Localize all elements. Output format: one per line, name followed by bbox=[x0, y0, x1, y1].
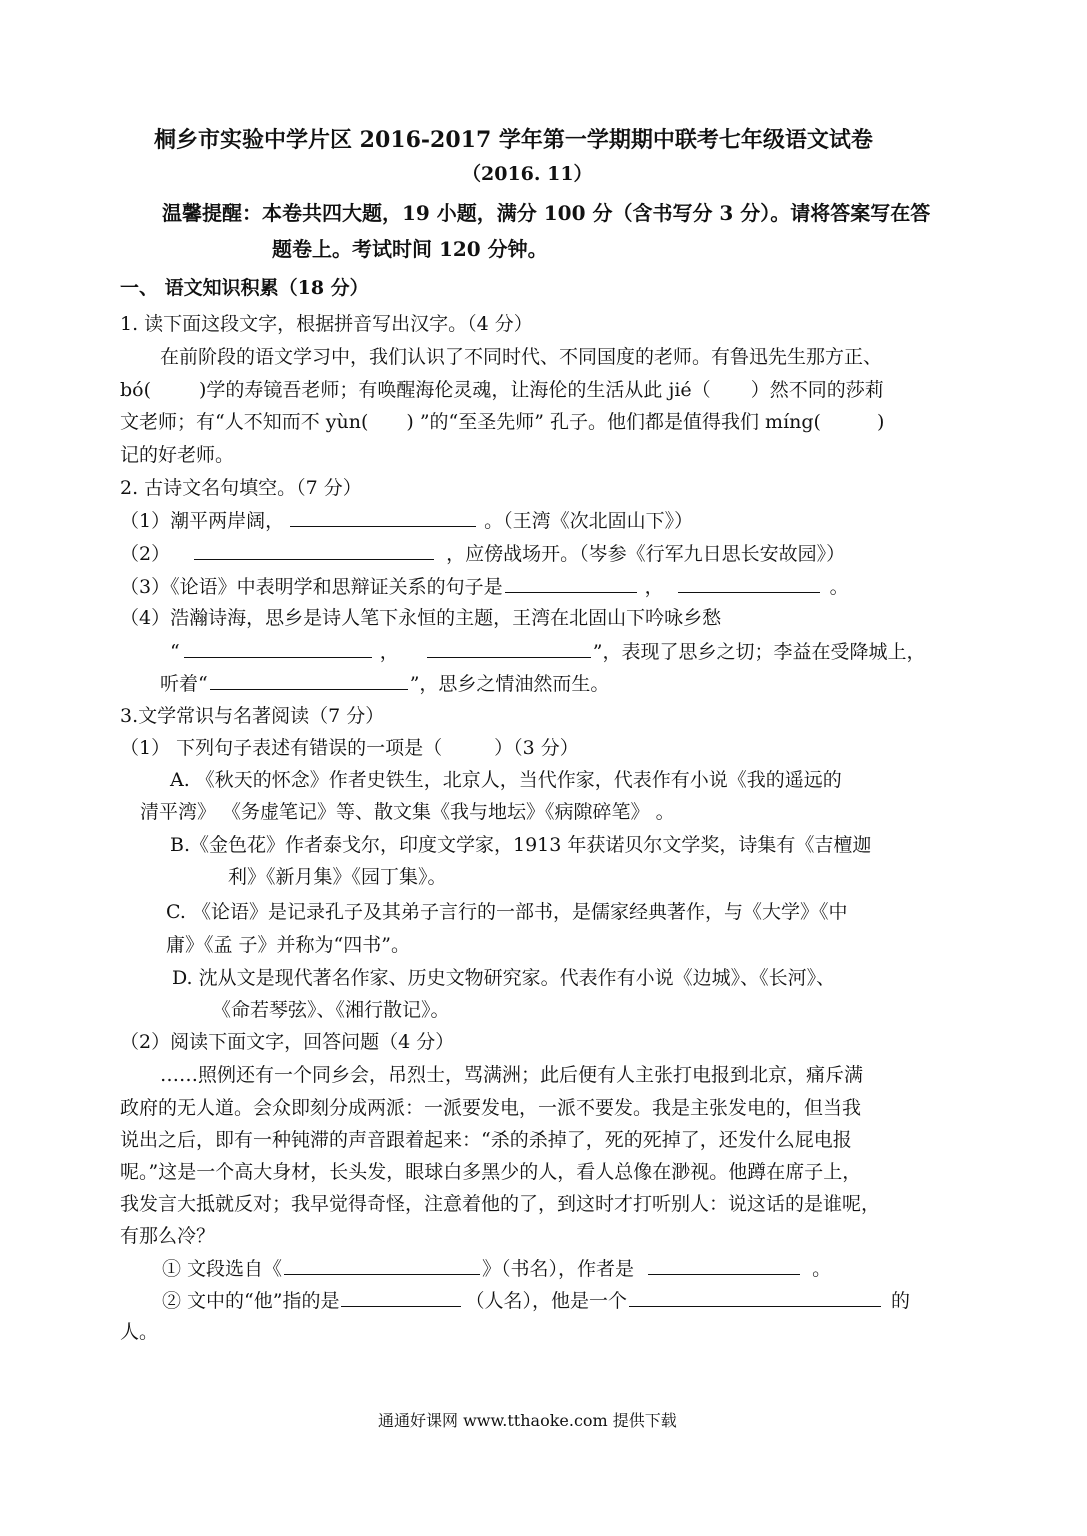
question-1-prompt: 1. 读下面这段文字，根据拼音写出汉字。（4 分） bbox=[120, 313, 533, 335]
exam-tip-line2: 题卷上。考试时间 120 分钟。 bbox=[272, 237, 548, 261]
option-a-line2: 清平湾》 《务虚笔记》等、散文集《我与地坛》《病隙碎笔》 。 bbox=[140, 801, 675, 823]
exam-date: （2016. 11） bbox=[462, 163, 593, 185]
question-3-sub1: （1） 下列句子表述有错误的一项是（ ）（3 分） bbox=[120, 737, 579, 759]
question-1-text-line4: 记的好老师。 bbox=[120, 444, 235, 466]
reading-question-2: ② 文中的“他”指的是 （人名），他是一个 的 bbox=[162, 1290, 910, 1312]
question-3-prompt: 3.文学常识与名著阅读（7 分） bbox=[120, 705, 385, 727]
fill-blank[interactable] bbox=[341, 1288, 461, 1307]
passage-line2: 政府的无人道。会众即刻分成两派：一派要发电，一派不要发。我是主张发电的，但当我 bbox=[120, 1097, 862, 1119]
fill-blank[interactable] bbox=[427, 639, 591, 658]
exam-tip-line1: 温馨提醒：本卷共四大题，19 小题，满分 100 分（含书写分 3 分）。请将答案写在答 bbox=[162, 201, 931, 225]
footer-source: 通通好课网 www.tthaoke.com 提供下载 bbox=[378, 1411, 677, 1430]
reading-question-2-tail: 人。 bbox=[120, 1321, 159, 1343]
question-2-prompt: 2. 古诗文名句填空。（7 分） bbox=[120, 477, 362, 499]
reading-question-1: ① 文段选自《 》（书名），作者是 。 bbox=[162, 1258, 832, 1280]
question-2-item-4-line2: “ ， ”，表现了思乡之切；李益在受降城上， bbox=[170, 641, 926, 663]
fill-blank[interactable] bbox=[184, 639, 372, 658]
passage-line5: 我发言大抵就反对；我早觉得奇怪，注意着他的了，到这时才打听别人：说这话的是谁呢， bbox=[120, 1193, 881, 1215]
question-2-item-2: （2） ，应傍战场开。（岑参《行军九日思长安故园》） bbox=[120, 543, 846, 565]
fill-blank[interactable] bbox=[210, 671, 408, 690]
fill-blank[interactable] bbox=[284, 1256, 480, 1275]
option-c-line2: 庸》《孟 子》并称为“四书”。 bbox=[166, 934, 410, 956]
fill-blank[interactable] bbox=[629, 1288, 881, 1307]
question-1-text-line2: bó( )学的寿镜吾老师；有唤醒海伦灵魂，让海伦的生活从此 jié（ ）然不同的莎莉 bbox=[120, 379, 884, 401]
section-heading: 一、 语文知识积累（18 分） bbox=[120, 277, 369, 299]
option-a-line1: A. 《秋天的怀念》作者史铁生，北京人，当代作家，代表作有小说《我的遥远的 bbox=[170, 769, 842, 791]
question-2-item-4-line3: 听着“ ”，思乡之情油然而生。 bbox=[160, 673, 610, 695]
question-1-text-line3: 文老师；有“人不知而不 yùn( ) ”的“至圣先师” 孔子。他们都是值得我们 míng( ) bbox=[120, 411, 885, 433]
fill-blank[interactable] bbox=[290, 508, 476, 527]
fill-blank[interactable] bbox=[505, 574, 637, 593]
question-2-item-4: （4）浩瀚诗海，思乡是诗人笔下永恒的主题，王湾在北固山下吟咏乡愁 bbox=[120, 607, 722, 629]
option-b-line2: 利》《新月集》《园丁集》。 bbox=[228, 866, 447, 888]
passage-line3: 说出之后，即有一种钝滞的声音跟着起来：“杀的杀掉了，死的死掉了，还发什么屁电报 bbox=[120, 1129, 852, 1151]
question-2-item-1: （1）潮平两岸阔， 。（王湾《次北固山下》） bbox=[120, 510, 694, 532]
question-1-text-line1: 在前阶段的语文学习中，我们认识了不同时代、不同国度的老师。有鲁迅先生那方正、 bbox=[160, 346, 883, 368]
passage-line4: 呢。”这是一个高大身材，长头发，眼球白多黑少的人，看人总像在渺视。他蹲在席子上， bbox=[120, 1161, 862, 1183]
pinyin-yun: 文老师；有“人不知而不 yùn( bbox=[120, 411, 369, 433]
passage-line6: 有那么冷？ bbox=[120, 1225, 216, 1247]
pinyin-bo: bó( bbox=[120, 379, 152, 401]
question-2-item-3: （3）《论语》中表明学和思辩证关系的句子是 ， 。 bbox=[120, 576, 849, 598]
option-b-line1: B.《金色花》作者泰戈尔，印度文学家，1913 年获诺贝尔文学奖，诗集有《吉檀迦 bbox=[170, 834, 872, 856]
passage-line1: ……照例还有一个同乡会，吊烈士，骂满洲；此后便有人主张打电报到北京，痛斥满 bbox=[160, 1064, 864, 1086]
question-3-sub2: （2）阅读下面文字，回答问题（4 分） bbox=[120, 1031, 455, 1053]
fill-blank[interactable] bbox=[648, 1256, 800, 1275]
option-d-line1: D. 沈从文是现代著名作家、历史文物研究家。代表作有小说《边城》、《长河》、 bbox=[172, 967, 836, 989]
fill-blank[interactable] bbox=[194, 541, 434, 560]
option-d-line2: 《命若琴弦》、《湘行散记》。 bbox=[212, 999, 450, 1021]
exam-title: 桐乡市实验中学片区 2016-2017 学年第一学期期中联考七年级语文试卷 bbox=[154, 127, 873, 153]
fill-blank[interactable] bbox=[678, 574, 820, 593]
option-c-line1: C. 《论语》是记录孔子及其弟子言行的一部书，是儒家经典著作，与《大学》《中 bbox=[166, 901, 848, 923]
